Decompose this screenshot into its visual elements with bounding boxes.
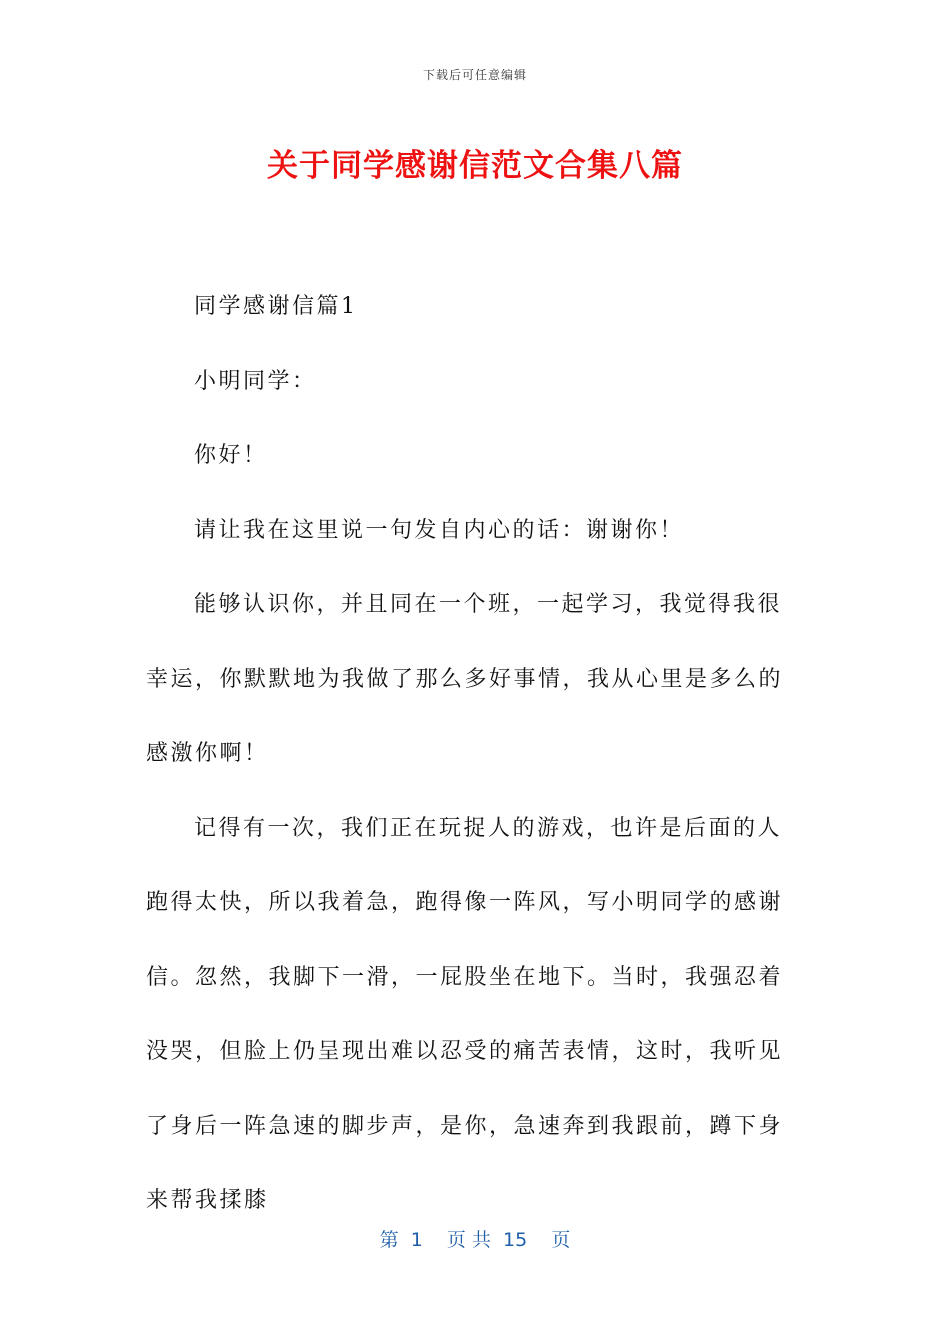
body-paragraph: 能够认识你，并且同在一个班，一起学习，我觉得我很幸运，你默默地为我做了那么多好事情，我从心里是多么的感激你啊！	[146, 592, 784, 766]
body-paragraph: 请让我在这里说一句发自内心的话：谢谢你！	[194, 517, 685, 543]
document-body	[146, 270, 796, 1239]
section-heading: 同学感谢信篇1	[194, 294, 358, 319]
greeting: 你好！	[194, 443, 268, 468]
salutation: 小明同学：	[194, 368, 317, 394]
document-title: 关于同学感谢信范文合集八篇	[267, 148, 683, 184]
page-number-footer: 第 1 页 共 15 页	[379, 1229, 571, 1251]
body-paragraph: 记得有一次，我们正在玩捉人的游戏，也许是后面的人跑得太快，所以我着急，跑得像一阵风，写小明同学的感谢信。忽然，我脚下一滑，一屁股坐在地下。当时，我强忍着没哭，但脸上仍呈现出难以忍受的痛苦表情，这时，我听见了身后一阵急速的脚步声，是你，急速奔到我跟前，蹲下身来帮我揉膝	[146, 815, 784, 1213]
header-note: 下载后可任意编辑	[422, 68, 527, 82]
